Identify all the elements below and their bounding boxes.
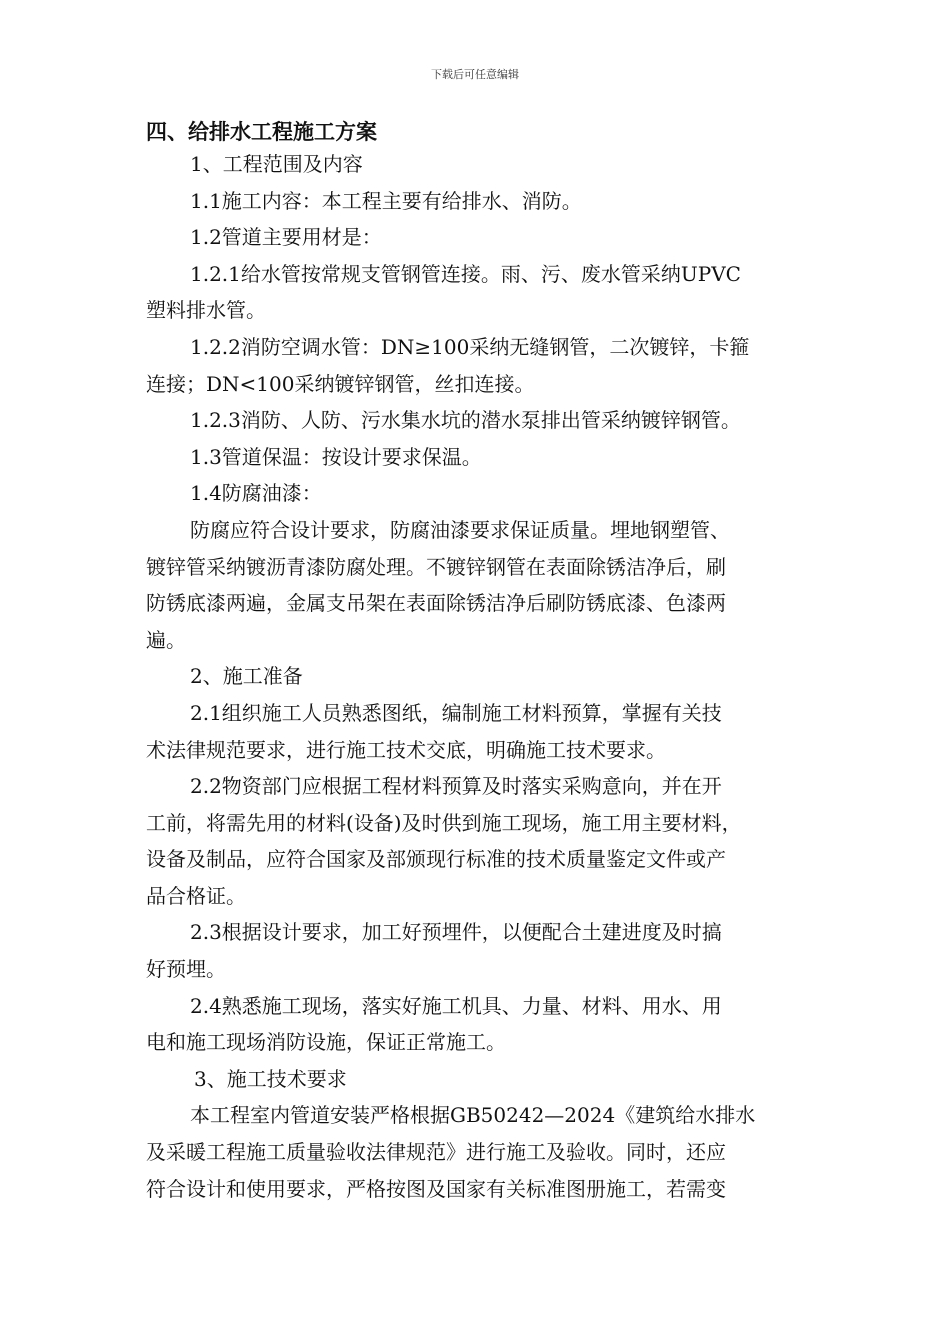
text-line: 1、工程范围及内容 (190, 152, 363, 176)
text-line: 设备及制品，应符合国家及部颁现行标准的技术质量鉴定文件或产 (146, 847, 726, 872)
text-line: 1.1施工内容：本工程主要有给排水、消防。 (190, 188, 582, 213)
text-line: 2.2物资部门应根据工程材料预算及时落实采购意向，并在开 (190, 774, 722, 799)
text-line: 2.3根据设计要求，加工好预埋件，以便配合土建进度及时搞 (190, 920, 722, 945)
text-line: 1.2管道主要用材是： (190, 225, 382, 250)
text-line: 1.2.3消防、人防、污水集水坑的潜水泵排出管采纳镀锌钢管。 (190, 408, 741, 433)
text-line: 2、施工准备 (190, 664, 303, 689)
text-line: 符合设计和使用要求，严格按图及国家有关标准图册施工，若需变 (146, 1176, 726, 1201)
text-line: 本工程室内管道安装严格根据GB50242—2024《建筑给水排水 (190, 1103, 756, 1128)
text-line: 好预埋。 (146, 957, 226, 982)
text-line: 术法律规范要求，进行施工技术交底，明确施工技术要求。 (146, 737, 666, 762)
document-body (146, 118, 820, 1207)
text-line: 电和施工现场消防设施，保证正常施工。 (146, 1030, 506, 1055)
document-title: 四、给排水工程施工方案 (146, 120, 377, 144)
text-line: 2.1组织施工人员熟悉图纸，编制施工材料预算，掌握有关技 (190, 700, 722, 725)
text-line: 及采暖工程施工质量验收法律规范》进行施工及验收。同时，还应 (146, 1140, 726, 1165)
text-line: 1.4防腐油漆： (190, 481, 322, 506)
paragraph-lines (146, 146, 820, 1207)
text-line: 遍。 (146, 627, 186, 652)
text-line: 防腐应符合设计要求，防腐油漆要求保证质量。埋地钢塑管、 (190, 517, 730, 542)
text-line: 1.2.2消防空调水管：DN≥100采纳无缝钢管，二次镀锌，卡箍 (190, 334, 750, 359)
text-line: 1.2.1给水管按常规支管钢管连接。雨、污、废水管采纳UPVC (190, 261, 741, 286)
text-line: 1.3管道保温：按设计要求保温。 (190, 444, 482, 469)
text-line: 工前，将需先用的材料(设备)及时供到施工现场，施工用主要材料， (146, 810, 742, 835)
text-line: 连接；DN<100采纳镀锌钢管，丝扣连接。 (146, 371, 535, 396)
text-line: 防锈底漆两遍，金属支吊架在表面除锈洁净后刷防锈底漆、色漆两 (146, 591, 726, 616)
header-note: 下载后可任意编辑 (431, 68, 519, 81)
text-line: 2.4熟悉施工现场，落实好施工机具、力量、材料、用水、用 (190, 993, 722, 1018)
text-line: 品合格证。 (146, 883, 246, 908)
text-line: 塑料排水管。 (146, 298, 266, 323)
text-line: 镀锌管采纳镀沥青漆防腐处理。不镀锌钢管在表面除锈洁净后，刷 (146, 554, 726, 579)
text-line: 3、施工技术要求 (194, 1066, 347, 1091)
